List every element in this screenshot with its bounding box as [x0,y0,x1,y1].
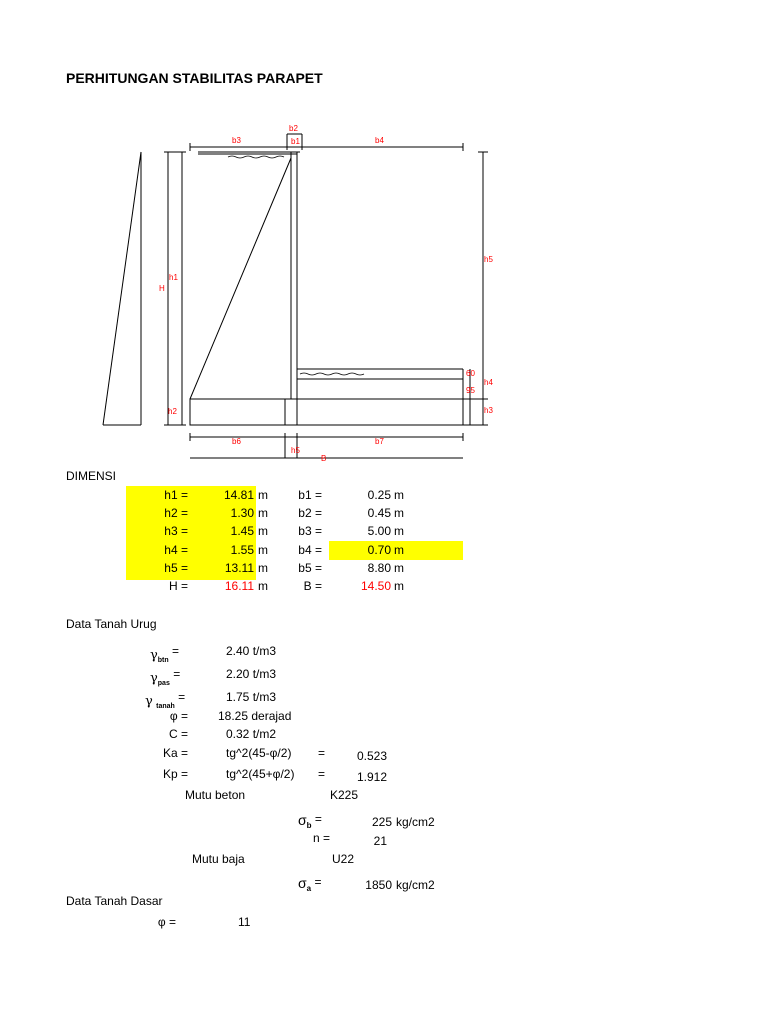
b3-label: b3 = [298,524,322,538]
dasar-phi-label: φ = [157,915,176,929]
ka-label: Ka = [162,746,188,760]
stem-diagonal [190,158,291,399]
B-label: B = [303,579,322,593]
gamma-tanah-label: γ $_{tanah}$ = [145,690,186,710]
label-60: 60 [466,369,475,378]
h1-unit: m [258,488,268,502]
page-title: PERHITUNGAN STABILITAS PARAPET [66,70,323,86]
h2-unit: m [258,506,268,520]
label-h4: h4 [484,378,493,387]
pressure-triangle-slope [103,152,141,425]
label-b6: b6 [232,437,241,446]
h4-unit: m [258,543,268,557]
b3-value: 5.00 [367,524,391,538]
gamma-pas-label: $\gamma_{pas}$ = [150,667,181,687]
gamma-btn-label: $\gamma_{btn}$ = [150,644,180,664]
kp-value: 1.912 [357,770,388,784]
b5-label: b5 = [298,561,322,575]
b2-label: b2 = [298,506,322,520]
sigma-a-label: $\sigma_a$ = [298,875,322,893]
h3-unit: m [258,524,268,538]
kp-label: Kp = [162,767,188,781]
ka-eq: = [318,746,326,760]
ka-formula: tg^2(45-φ/2) [226,746,292,760]
H-value: 16.11 [224,579,254,593]
b5-value: 8.80 [367,561,391,575]
tanah-urug-heading: Data Tanah Urug [66,617,157,631]
H-label: H = [168,579,188,593]
b2-value: 0.45 [367,506,391,520]
c-label: C = [168,727,188,741]
sigma-b-label: $\sigma_b$ = [298,812,322,830]
b5-unit: m [394,561,404,575]
b1-value: 0.25 [367,488,391,502]
gamma-btn-value: 2.40 t/m3 [226,644,277,658]
c-value: 0.32 t/m2 [226,727,277,741]
label-h1: h1 [169,273,178,282]
label-H: H [159,284,165,293]
base-slab [190,399,463,425]
kp-eq: = [318,767,326,781]
phi-label: φ = [169,709,188,723]
h2-label: h2 = [164,506,188,520]
label-h5-bottom: h5 [291,446,300,455]
h1-value: 14.81 [223,488,254,502]
phi-value: 18.25 derajad [218,709,292,723]
label-h3: h3 [484,406,493,415]
h4-value: 1.55 [230,543,254,557]
h4-label: h4 = [164,543,188,557]
label-b7: b7 [375,437,384,446]
B-value: 14.50 [360,579,391,593]
tanah-dasar-heading: Data Tanah Dasar [66,894,163,908]
sigma-b-value: 225 [371,815,392,829]
b1-label: b1 = [298,488,322,502]
n-value: 21 [373,834,387,848]
mutu-baja-value: U22 [332,852,355,866]
parapet-diagram [0,0,768,470]
label-b1: b1 [291,137,300,146]
h3-value: 1.45 [230,524,254,538]
dimensi-heading: DIMENSI [66,469,117,483]
h3-label: h3 = [164,524,188,538]
mutu-baja-label: Mutu baja [192,852,245,866]
label-h2: h2 [168,407,177,416]
H-unit: m [258,579,268,593]
label-b3: b3 [232,136,241,145]
b4-label: b4 = [298,543,322,557]
h1-label: h1 = [164,488,188,502]
B-unit: m [394,579,404,593]
b1-unit: m [394,488,404,502]
gamma-pas-value: 2.20 t/m3 [226,667,277,681]
n-label: n = [312,831,330,845]
b2-unit: m [394,506,404,520]
b4-value: 0.70 [367,543,391,557]
mutu-beton-label: Mutu beton [185,788,246,802]
dasar-phi-value: 11 [238,915,251,929]
label-h5-right: h5 [484,255,493,264]
sigma-a-unit: kg/cm2 [396,878,435,892]
label-95: 95 [466,386,475,395]
label-b2: b2 [289,124,298,133]
ka-value: 0.523 [357,749,388,763]
kp-formula: tg^2(45+φ/2) [226,767,295,781]
sigma-a-value: 1850 [365,878,392,892]
h5-label: h5 = [164,561,188,575]
label-B: B [321,454,327,463]
h5-value: 13.11 [224,561,254,575]
b3-unit: m [394,524,404,538]
h5-unit: m [258,561,268,575]
label-b4: b4 [375,136,384,145]
h2-value: 1.30 [230,506,254,520]
sigma-b-unit: kg/cm2 [396,815,435,829]
gamma-tanah-value: 1.75 t/m3 [226,690,277,704]
mutu-beton-value: K225 [330,788,359,802]
b4-unit: m [394,543,404,557]
